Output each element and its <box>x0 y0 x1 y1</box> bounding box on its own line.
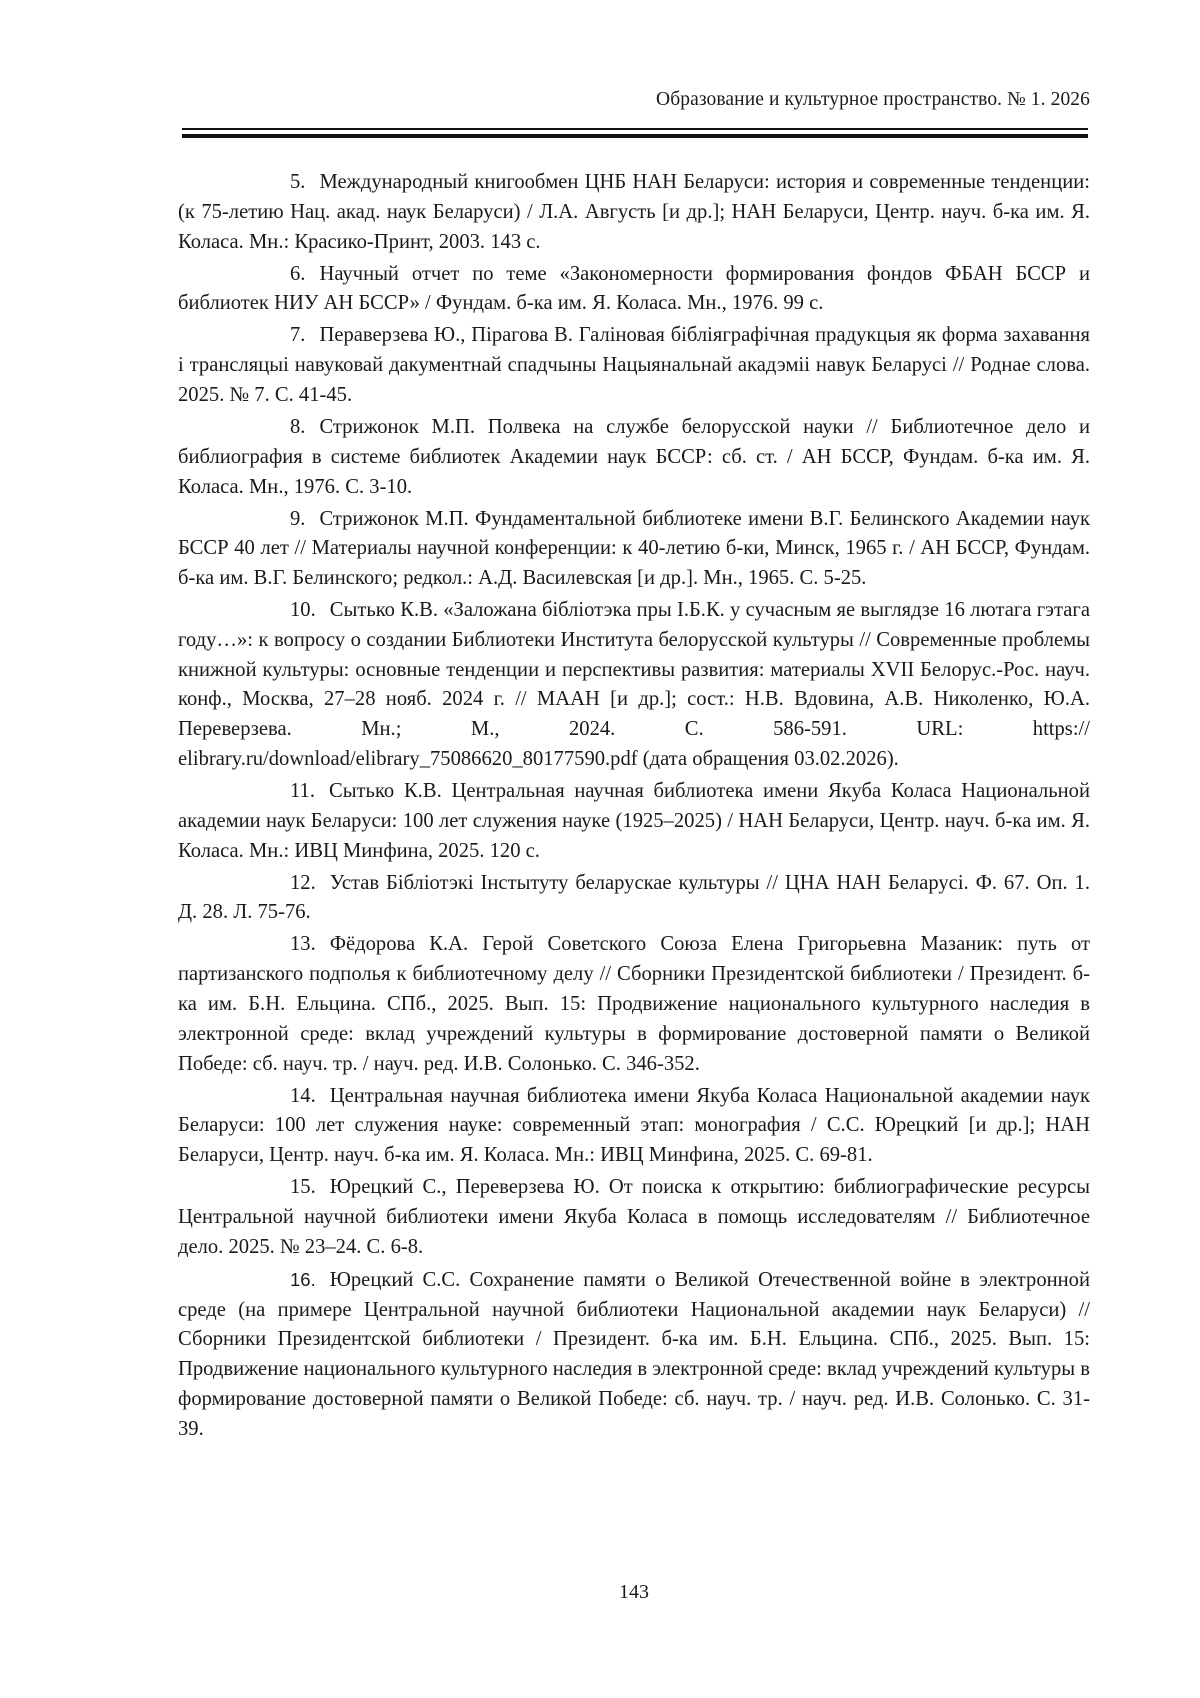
reference-item-9 <box>178 505 1090 594</box>
reference-text: Международный книгообмен ЦНБ НАН Беларуси: история и современные тенденции: (к 75-летию Нац. акад. наук Беларуси) / Л.А. Августь [и др.]; НАН Беларуси, Центр. науч. б-ка им. Я. Коласа. Мн.: Красико-Принт, 2003. 143 с. <box>178 171 1090 253</box>
reference-number: 15. <box>290 1176 316 1199</box>
reference-number: 8. <box>290 415 306 438</box>
reference-item-13 <box>178 930 1090 1079</box>
reference-item-8 <box>178 413 1090 502</box>
reference-text: Центральная научная библиотека имени Якуба Коласа Национальной академии наук Беларуси: 100 лет служения науке: современный этап: монография / С.С. Юрецкий [и др.]; НАН Беларуси, Центр. науч. б-ка им. Я. Коласа. Мн.: ИВЦ Минфина, 2025. С. 69-81. <box>178 1084 1090 1167</box>
reference-list <box>178 168 1090 1447</box>
header-rule-thin <box>182 128 1088 130</box>
reference-text: Стрижонок М.П. Полвека на службе белорусской науки // Библиотечное дело и библиография в системе библиотек Академии наук БССР: сб. ст. / АН БССР, Фундам. б-ка им. Я. Коласа. Мн., 1976. С. 3-10. <box>178 415 1090 498</box>
page-number: 143 <box>619 1581 649 1603</box>
reference-text: Сытько К.В. Центральная научная библиотека имени Якуба Коласа Национальной академии наук Беларуси: 100 лет служения науке (1925–2025) / НАН Беларуси, Центр. науч. б-ка им. Я. Коласа. Мн.: ИВЦ Минфина, 2025. 120 с. <box>178 780 1090 862</box>
reference-item-14 <box>178 1082 1090 1171</box>
reference-text: Научный отчет по теме «Закономерности формирования фондов ФБАН БССР и библиотек НИУ АН БССР» / Фундам. б-ка им. Я. Коласа. Мн., 1976. 99 с. <box>178 262 1090 315</box>
reference-number: 10. <box>290 599 316 622</box>
reference-item-15 <box>178 1173 1090 1262</box>
reference-text: Юрецкий С.С. Сохранение памяти о Великой Отечественной войне в электронной среде (на примере Центральной научной библиотеки Национальной академии наук Беларуси) // Сборники Президентской библиотеки / Президент. б-ка им. Б.Н. Ельцина. СПб., 2025. Вып. 15: Продвижение национального культурного наследия в электронной среде: вклад учреждений культуры в формирование достоверной памяти о Великой Победе: сб. науч. тр. / науч. ред. И.В. Солонько. С. 31-39. <box>178 1268 1090 1440</box>
reference-item-5 <box>178 168 1090 257</box>
reference-number: 5. <box>290 171 306 193</box>
reference-item-11 <box>178 777 1090 866</box>
reference-number: 14. <box>290 1084 316 1107</box>
reference-number: 7. <box>290 324 306 347</box>
reference-text: Сытько К.В. «Заложана бібліотэка пры І.Б.К. у сучасным яе выглядзе 16 лютага гэтага году…»: к вопросу о создании Библиотеки Института белорусской культуры // Современные проблемы книжной культуры: основные тенденции и перспективы развития: материалы XVII Белорус.-Рос. науч. конф., Москва, 27–28 нояб. 2024 г. // МААН [и др.]; сост.: Н.В. Вдовина, А.В. Николенко, Ю.А. Переверзева. Мн.; М., 2024. С. 586-591. URL: https:// elibrary.ru/download/elibrary_75086620_80177590.pdf (дата обращения 03.02.2026). <box>178 599 1090 771</box>
reference-item-7 <box>178 321 1090 410</box>
reference-text: Юрецкий С., Переверзева Ю. От поиска к открытию: библиографические ресурсы Центральной научной библиотеки имени Якуба Коласа в помощь исследователям // Библиотечное дело. 2025. № 23–24. С. 6-8. <box>178 1176 1090 1258</box>
reference-item-6 <box>178 260 1090 320</box>
reference-number: 13. <box>290 933 316 956</box>
reference-text: Пераверзева Ю., Пірагова В. Галіновая бібліяграфічная прадукцыя як форма захавання і трансляцыі навуковай дакументнай спадчыны Нацыянальнай акадэміі навук Беларусі // Роднае слова. 2025. № 7. С. 41-45. <box>178 324 1090 406</box>
reference-text: Устав Бібліотэкі Інстытуту беларускае культуры // ЦНА НАН Беларусі. Ф. 67. Оп. 1. Д. 28. Л. 75-76. <box>178 871 1090 924</box>
reference-number: 11. <box>290 780 315 803</box>
reference-item-12 <box>178 869 1090 929</box>
reference-item-10 <box>178 596 1090 775</box>
reference-number: 6. <box>290 262 306 285</box>
reference-number: 16. <box>290 1268 316 1290</box>
header-rule-thick <box>182 134 1088 138</box>
reference-item-16 <box>178 1265 1090 1445</box>
reference-number: 12. <box>290 871 316 894</box>
running-header: Образование и культурное пространство. № 1. 2026 <box>656 89 1090 110</box>
reference-text: Стрижонок М.П. Фундаментальной библиотеке имени В.Г. Белинского Академии наук БССР 40 лет // Материалы научной конференции: к 40-летию б-ки, Минск, 1965 г. / АН БССР, Фундам. б-ка им. В.Г. Белинского; редкол.: А.Д. Василевская [и др.]. Мн., 1965. С. 5-25. <box>178 507 1090 590</box>
reference-text: Фёдорова К.А. Герой Советского Союза Елена Григорьевна Мазаник: путь от партизанского подполья к библиотечному делу // Сборники Президентской библиотеки / Президент. б-ка им. Б.Н. Ельцина. СПб., 2025. Вып. 15: Продвижение национального культурного наследия в электронной среде: вклад учреждений культуры в формирование достоверной памяти о Великой Победе: сб. науч. тр. / науч. ред. И.В. Солонько. С. 346-352. <box>178 933 1090 1075</box>
reference-number: 9. <box>290 507 306 530</box>
